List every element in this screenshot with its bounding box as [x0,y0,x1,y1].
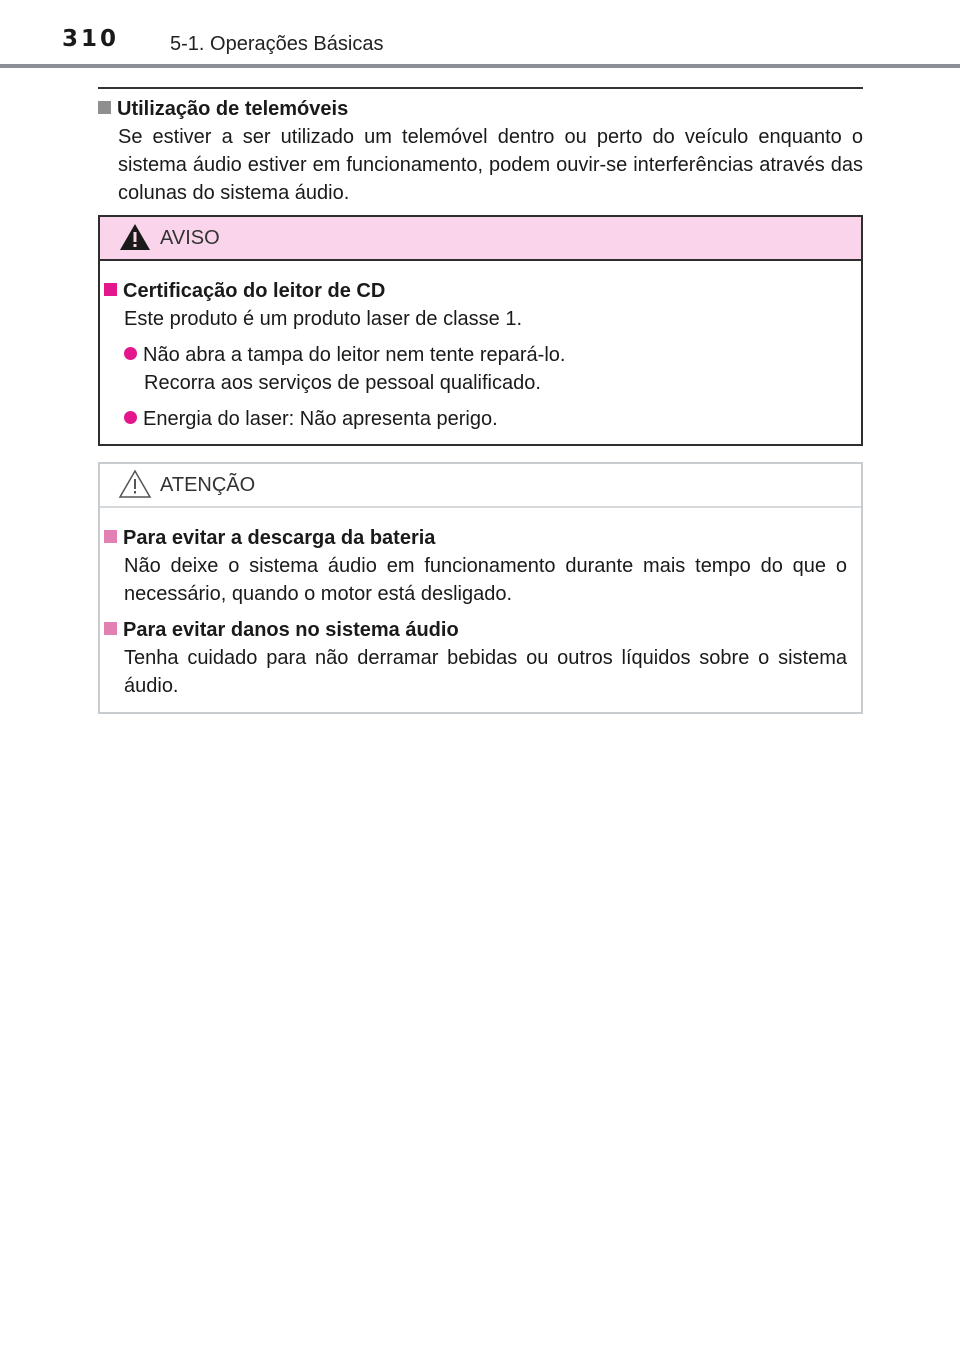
square-bullet-icon [104,530,117,543]
square-bullet-icon [104,622,117,635]
header-rule [0,64,960,68]
atencao-text-2: Tenha cuidado para não derramar bebidas ou outros líquidos sobre o sistema áudio. [124,647,847,697]
aviso-box [98,215,863,446]
aviso-bullet-2 [124,405,861,433]
square-bullet-icon [104,283,117,296]
content-top-rule [98,87,863,89]
atencao-heading-2 [104,616,861,644]
atencao-header [100,464,861,508]
square-bullet-icon [98,101,111,114]
aviso-heading [104,277,861,305]
atencao-heading-1 [104,524,861,552]
main-heading-text: Utilização de telemóveis [117,98,349,120]
atencao-heading-2-text: Para evitar danos no sistema áudio [123,619,459,641]
aviso-title: AVISO [160,227,220,249]
aviso-bullet-2-text: Energia do laser: Não apresenta perigo. [143,408,498,430]
aviso-text: Este produto é um produto laser de classe 1. [124,308,523,330]
warning-icon [118,469,152,499]
aviso-bullet-1-text: Não abra a tampa do leitor nem tente repará-lo. [143,344,566,366]
aviso-bullet-1-cont: Recorra aos serviços de pessoal qualificado. [144,372,541,394]
main-heading [98,95,863,123]
aviso-heading-text: Certificação do leitor de CD [123,280,386,302]
main-content [98,95,863,207]
aviso-bullet-1 [124,341,861,369]
atencao-text-1: Não deixe o sistema áudio em funcionamento durante mais tempo do que o necessário, quando o motor está desligado. [124,555,847,605]
atencao-body [100,508,861,700]
page-number: 310 [62,26,120,52]
warning-icon [118,222,152,252]
atencao-title: ATENÇÃO [160,474,256,496]
aviso-body [100,261,861,433]
section-title: 5-1. Operações Básicas [170,33,384,55]
aviso-header [100,217,861,261]
circle-bullet-icon [124,347,137,360]
atencao-box [98,462,863,714]
circle-bullet-icon [124,411,137,424]
atencao-heading-1-text: Para evitar a descarga da bateria [123,527,436,549]
main-paragraph: Se estiver a ser utilizado um telemóvel dentro ou perto do veículo enquanto o sistema áudio estiver em funcionamento, podem ouvir-se interferências através das colunas do sistema áudio. [118,126,863,204]
